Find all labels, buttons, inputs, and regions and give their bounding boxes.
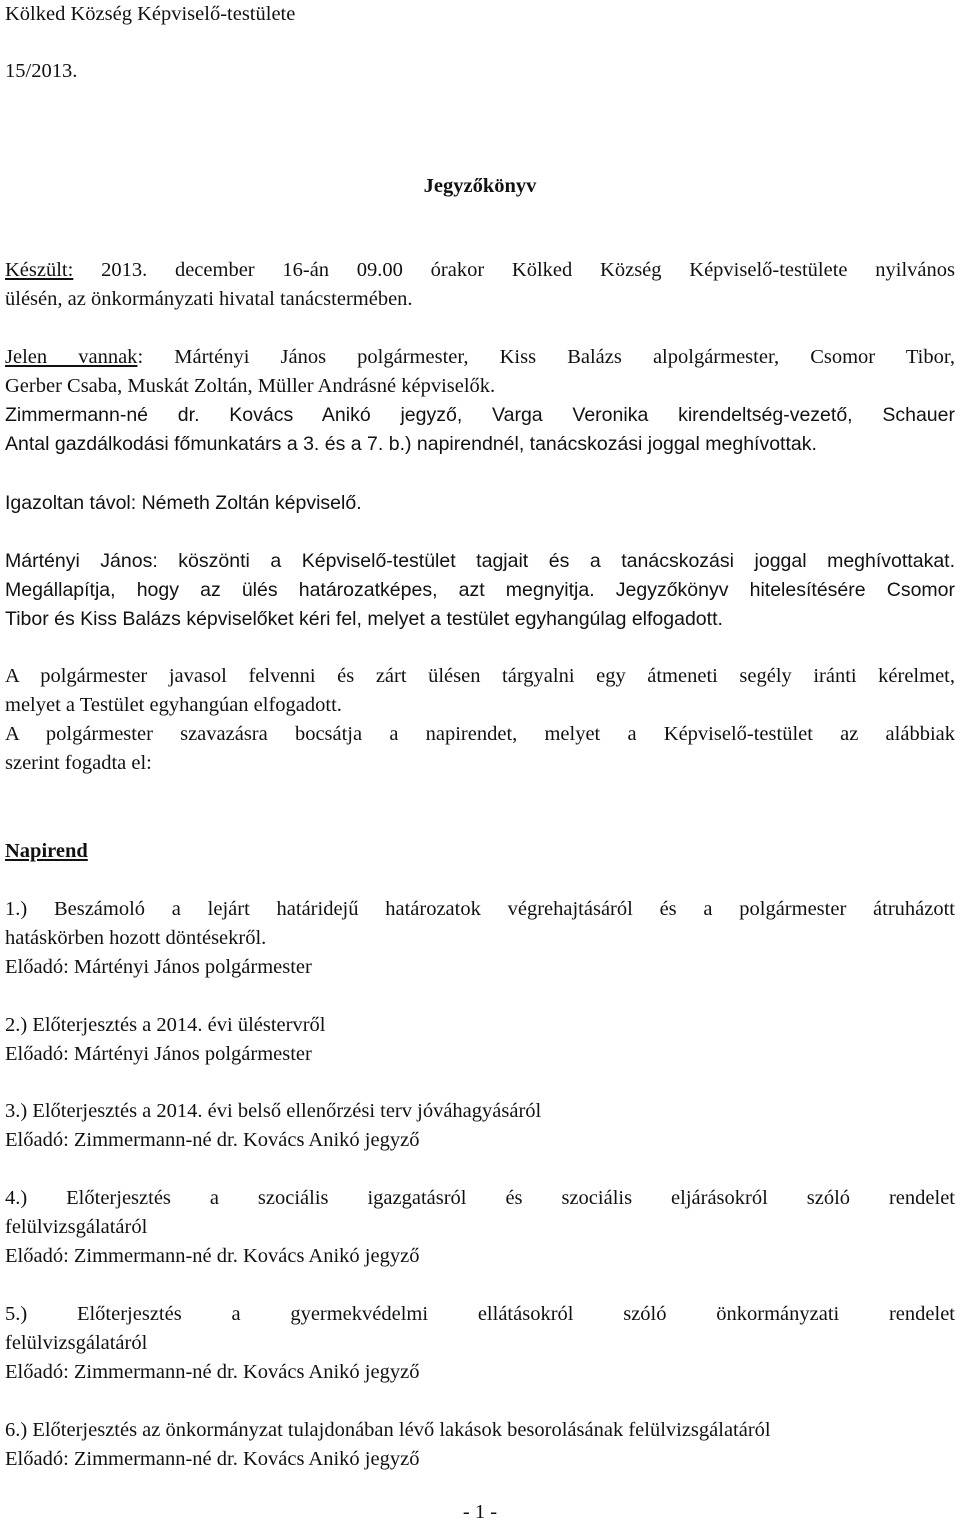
agenda-item-5-line-1: 5.) Előterjesztés a gyermekvédelmi ellátásokról szóló önkormányzati rendelet xyxy=(5,1303,955,1325)
present-line-1 xyxy=(5,343,955,372)
agenda-vote-line-2: szerint fogadta el: xyxy=(5,752,152,774)
agenda-item-5 xyxy=(5,1300,955,1387)
agenda-item-1-line-2: hatáskörben hozott döntésekről. xyxy=(5,927,267,949)
agenda-item-1-line-1: 1.) Beszámoló a lejárt határidejű határozatok végrehajtásáról és a polgármester átruházott xyxy=(5,898,955,920)
agenda-item-3 xyxy=(5,1097,955,1155)
intro-line-1 xyxy=(5,256,955,285)
present-label: Jelen vannak xyxy=(5,346,138,368)
closed-session-paragraph xyxy=(5,662,955,720)
agenda-item-2-presenter: Előadó: Mártényi János polgármester xyxy=(5,1043,312,1065)
intro-paragraph xyxy=(5,256,955,314)
present-names: : Mártényi János polgármester, Kiss Balázs alpolgármester, Csomor Tibor, xyxy=(137,346,955,368)
header-org: Kölked Község Képviselő-testülete xyxy=(5,3,296,25)
agenda-item-5-presenter: Előadó: Zimmermann-né dr. Kovács Anikó jegyző xyxy=(5,1361,420,1383)
opening-line-2: Megállapítja, hogy az ülés határozatképes, azt megnyitja. Jegyzőkönyv hitelesítésére Csomor xyxy=(5,579,955,601)
agenda-item-6-presenter: Előadó: Zimmermann-né dr. Kovács Anikó jegyző xyxy=(5,1448,420,1470)
agenda-item-1 xyxy=(5,895,955,982)
present-line-3: Zimmermann-né dr. Kovács Anikó jegyző, Varga Veronika kirendeltség-vezető, Schauer xyxy=(5,404,955,426)
present-line-2: Gerber Csaba, Muskát Zoltán, Müller Andrásné képviselők. xyxy=(5,375,496,397)
opening-line-1: Mártényi János: köszönti a Képviselő-testület tagjait és a tanácskozási joggal meghívottakat. xyxy=(5,550,955,572)
document-title: Jegyzőkönyv xyxy=(423,175,537,197)
agenda-vote-line-1: A polgármester szavazásra bocsátja a napirendet, melyet a Képviselő-testület az alábbiak xyxy=(5,723,955,745)
document-number: 15/2013. xyxy=(5,60,78,82)
opening-paragraph xyxy=(5,547,955,634)
opening-line-3: Tibor és Kiss Balázs képviselőket kéri fel, melyet a testület egyhangúlag elfogadott. xyxy=(5,608,723,630)
agenda-heading: Napirend xyxy=(5,840,88,862)
page-number: - 1 - xyxy=(462,1501,498,1523)
absent-line: Igazoltan távol: Németh Zoltán képviselő. xyxy=(5,492,362,514)
present-line-4: Antal gazdálkodási főmunkatárs a 3. és a 7. b.) napirendnél, tanácskozási joggal meghívottak. xyxy=(5,433,817,455)
agenda-item-4-line-1: 4.) Előterjesztés a szociális igazgatásról és szociális eljárásokról szóló rendelet xyxy=(5,1187,955,1209)
intro-label: Készült: xyxy=(5,259,74,281)
intro-line-2: ülésén, az önkormányzati hivatal tanácstermében. xyxy=(5,288,413,310)
agenda-item-3-line-1: 3.) Előterjesztés a 2014. évi belső ellenőrzési terv jóváhagyásáról xyxy=(5,1100,542,1122)
agenda-item-6-line-1: 6.) Előterjesztés az önkormányzat tulajdonában lévő lakások besorolásának felülvizsgálatáról xyxy=(5,1419,771,1441)
present-paragraph xyxy=(5,343,955,459)
present-line-3-wrap xyxy=(5,401,955,430)
closed-session-line-1: A polgármester javasol felvenni és zárt ülésen tárgyalni egy átmeneti segély iránti kérelmet, xyxy=(5,665,955,687)
agenda-vote-paragraph xyxy=(5,720,955,778)
agenda-item-3-presenter: Előadó: Zimmermann-né dr. Kovács Anikó jegyző xyxy=(5,1129,420,1151)
agenda-item-4 xyxy=(5,1184,955,1271)
agenda-item-4-line-2: felülvizsgálatáról xyxy=(5,1216,148,1238)
agenda-item-6 xyxy=(5,1416,955,1474)
agenda-item-2-line-1: 2.) Előterjesztés a 2014. évi üléstervről xyxy=(5,1014,326,1036)
agenda-item-4-presenter: Előadó: Zimmermann-né dr. Kovács Anikó jegyző xyxy=(5,1245,420,1267)
agenda-item-2 xyxy=(5,1011,955,1069)
agenda-item-1-presenter: Előadó: Mártényi János polgármester xyxy=(5,956,312,978)
closed-session-line-2: melyet a Testület egyhangúan elfogadott. xyxy=(5,694,342,716)
intro-text: 2013. december 16-án 09.00 órakor Kölked Község Képviselő-testülete nyilvános xyxy=(73,259,955,281)
agenda-item-5-line-2: felülvizsgálatáról xyxy=(5,1332,148,1354)
